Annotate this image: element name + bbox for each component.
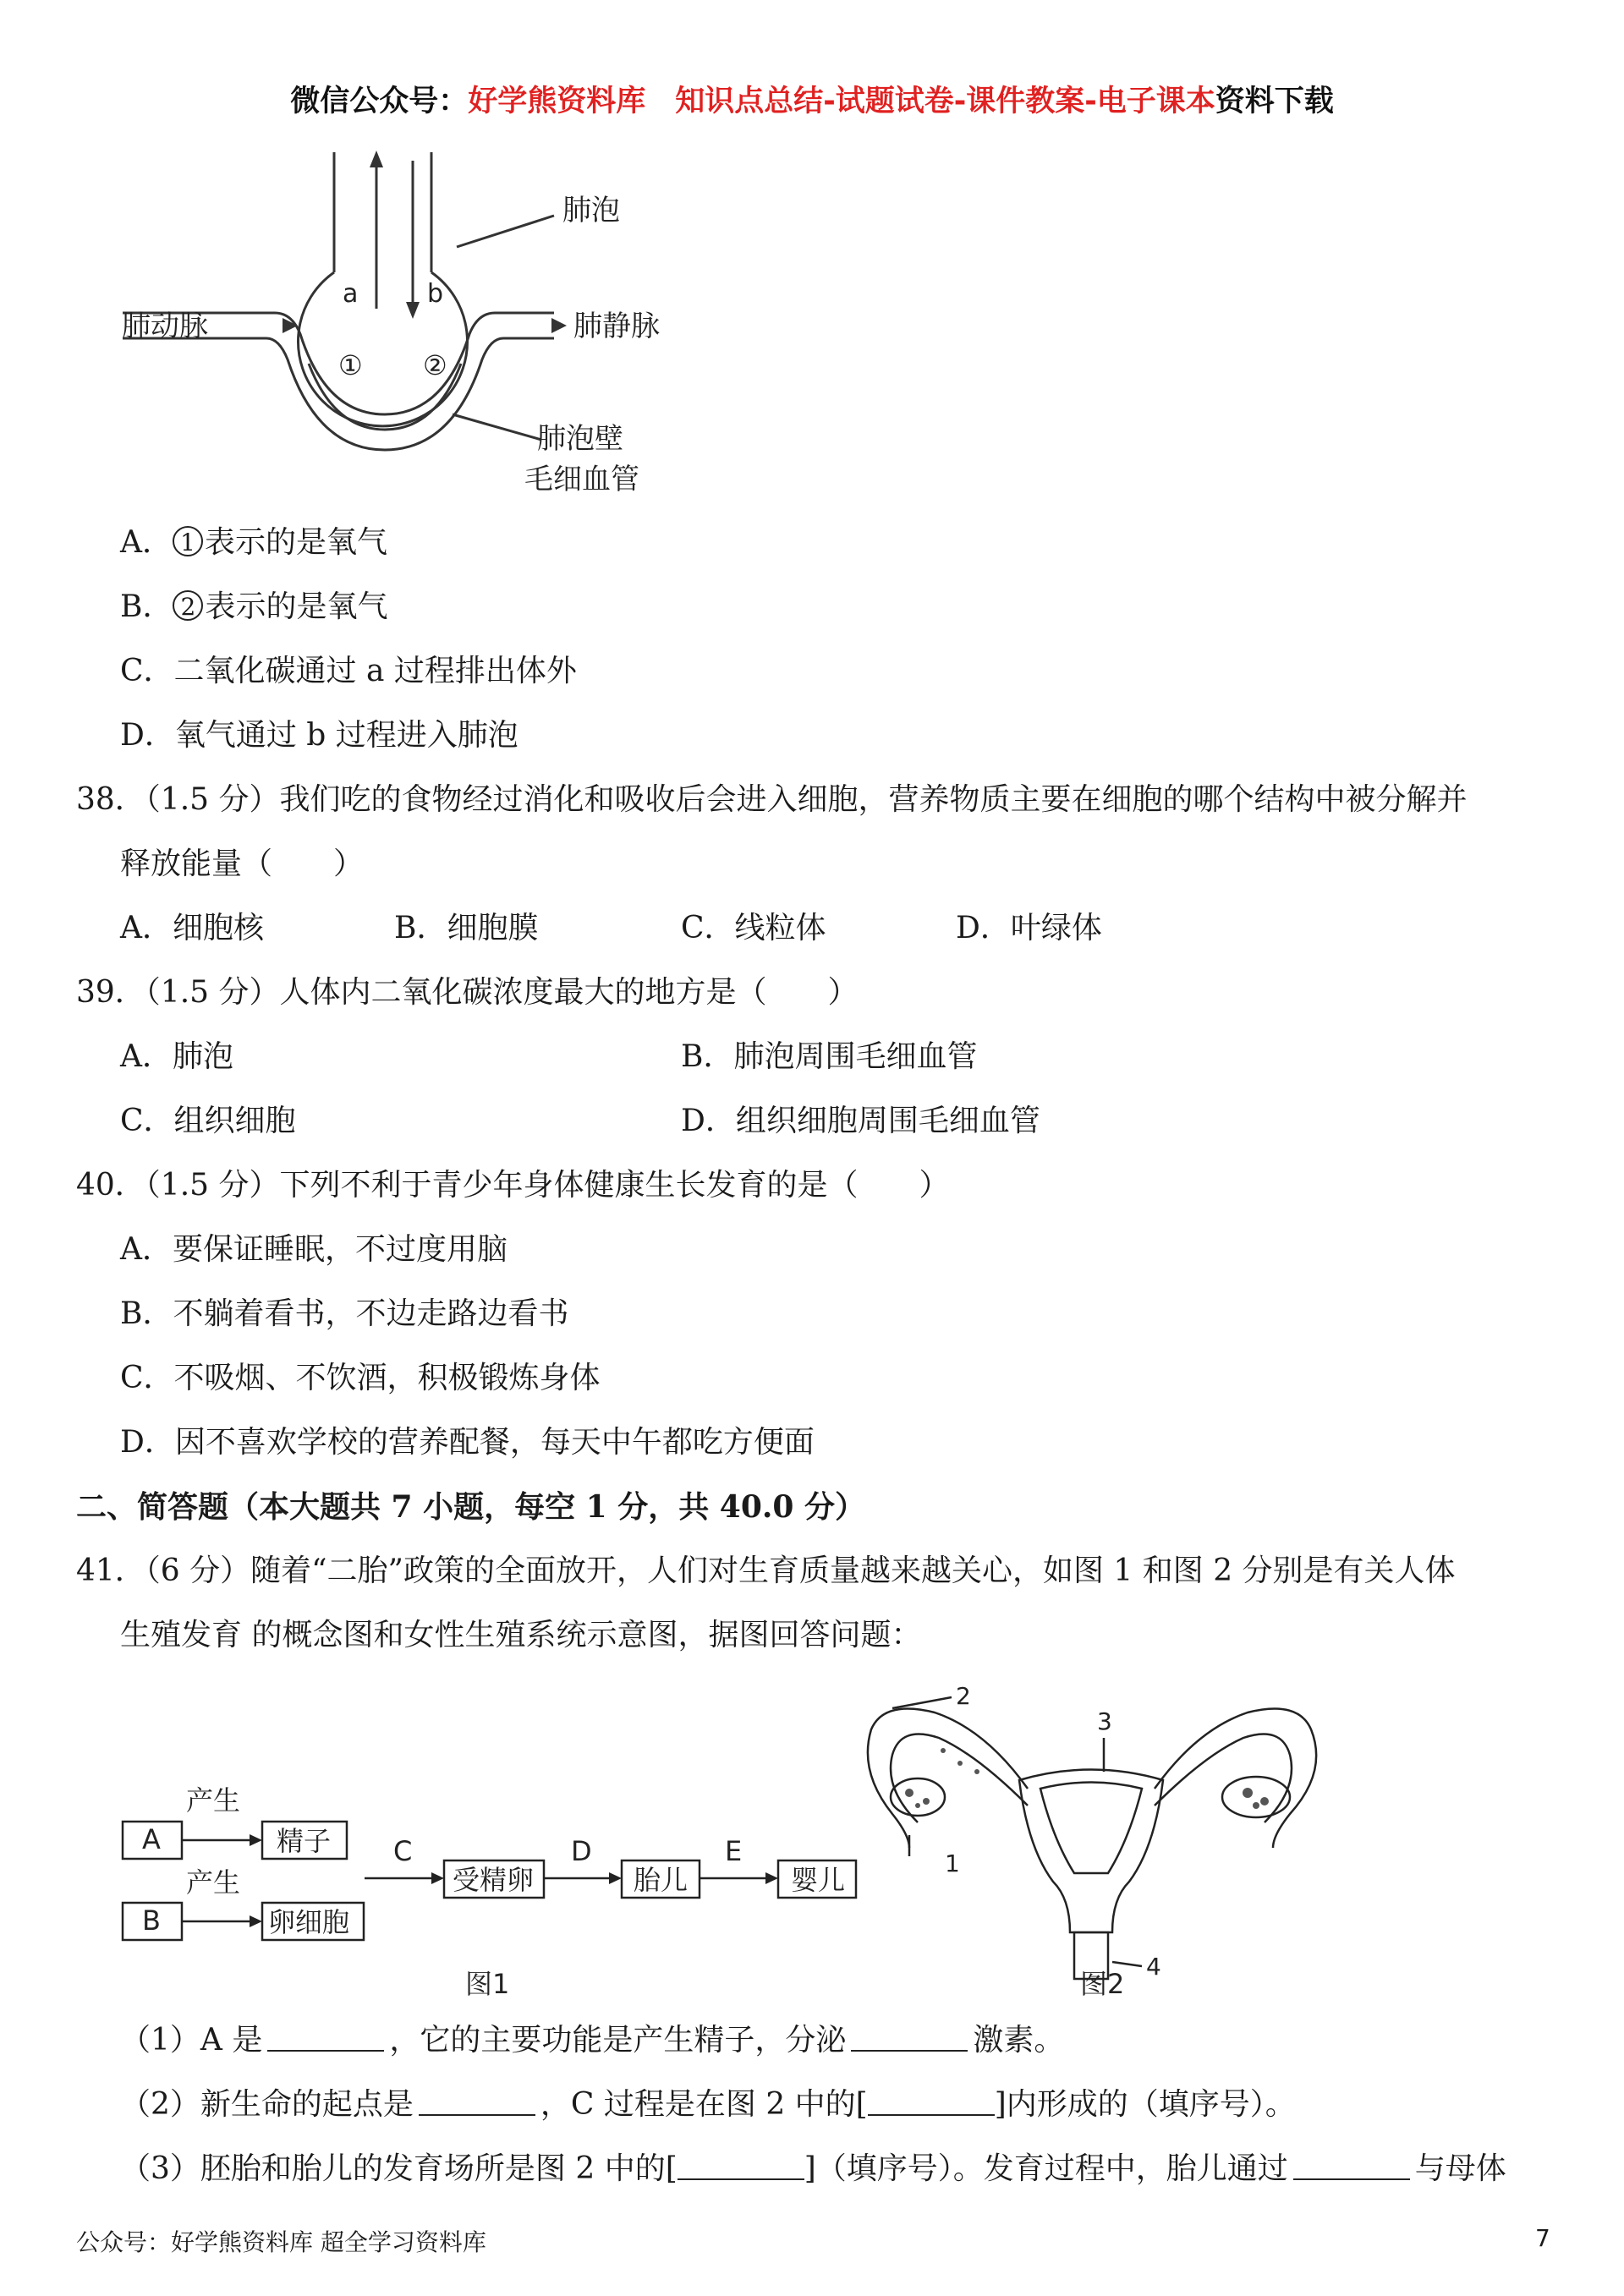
- q38-option-c: C．线粒体: [681, 911, 826, 945]
- q38-stem-line1: 38．（1.5 分）我们吃的食物经过消化和吸收后会进入细胞，营养物质主要在细胞的哪个结构中被分解并: [76, 782, 1468, 817]
- alveolus-diagram: [110, 135, 702, 507]
- q38-option-d: D．叶绿体: [956, 911, 1102, 945]
- q40-stem: 40．（1.5 分）下列不利于青少年身体健康生长发育的是（ ）: [76, 1168, 950, 1203]
- q41-stem-line1: 41．（6 分）随着“二胎”政策的全面放开，人们对生育质量越来越关心，如图 1 和图 2 分别是有关人体: [76, 1553, 1456, 1588]
- fig1-label-d: D: [571, 1835, 592, 1867]
- circle-number-1: 1: [173, 526, 203, 556]
- header-red-text: 好学熊资料库 知识点总结-试题试卷-课件教案-电子课本: [468, 85, 1215, 118]
- fig1-caption: 图1: [465, 1968, 510, 2000]
- label-b: b: [427, 279, 444, 309]
- q37-option-a: A． 1 表示的是氧气: [120, 525, 388, 560]
- answer-blank[interactable]: [267, 2025, 384, 2052]
- fig2-caption: 图2: [1080, 1968, 1125, 2000]
- q41-part-1: （1）A 是 ，它的主要功能是产生精子，分泌 激素。: [120, 2023, 1065, 2058]
- answer-blank[interactable]: [678, 2153, 804, 2180]
- q37-option-c: C．二氧化碳通过 a 过程排出体外: [120, 654, 577, 688]
- label-alveolus: 肺泡: [562, 194, 620, 227]
- q39-option-a: A．肺泡: [120, 1039, 233, 1074]
- circle-number-2: 2: [173, 590, 203, 621]
- label-capillary: 毛细血管: [524, 463, 639, 496]
- q40-option-a: A．要保证睡眠，不过度用脑: [120, 1232, 508, 1267]
- fig1-label-c: C: [393, 1835, 413, 1867]
- q39-option-d: D．组织细胞周围毛细血管: [681, 1104, 1040, 1138]
- q38-option-a: A．细胞核: [120, 911, 264, 945]
- q39-option-b: B．肺泡周围毛细血管: [681, 1039, 978, 1074]
- q41-stem-line2: 生殖发育 的概念图和女性生殖系统示意图，据图回答问题：: [120, 1618, 922, 1652]
- section-2-heading: 二、简答题（本大题共 7 小题，每空 1 分，共 40.0 分）: [76, 1489, 865, 1525]
- header-suffix: 资料下载: [1215, 85, 1334, 118]
- label-circle-2: ②: [423, 349, 447, 381]
- fig2-label-1: 1: [945, 1849, 960, 1877]
- q38-stem-line2: 释放能量（ ）: [120, 847, 365, 881]
- page-number: 7: [1535, 2224, 1550, 2252]
- female-reproductive-system-figure-2: [859, 1679, 1349, 2000]
- fig1-label-baby: 婴儿: [791, 1864, 846, 1896]
- fig1-label-a: A: [142, 1823, 161, 1855]
- q37-option-d: D．氧气通过 b 过程进入肺泡: [120, 718, 518, 753]
- label-pulmonary-artery: 肺动脉: [122, 310, 208, 343]
- header-prefix: 微信公众号：: [290, 85, 469, 118]
- q39-option-c: C．组织细胞: [120, 1104, 296, 1138]
- concept-map-figure-1: [114, 1759, 875, 2004]
- fig1-label-b: B: [142, 1904, 161, 1937]
- answer-blank[interactable]: [868, 2089, 995, 2116]
- q37-option-b: B． 2 表示的是氧气: [120, 589, 388, 624]
- answer-blank[interactable]: [851, 2025, 968, 2052]
- q40-option-c: C．不吸烟、不饮酒，积极锻炼身体: [120, 1361, 601, 1395]
- footer-text: 公众号：好学熊资料库 超全学习资料库: [76, 2228, 486, 2256]
- answer-blank[interactable]: [1293, 2153, 1410, 2180]
- label-a: a: [343, 279, 359, 309]
- label-pulmonary-vein: 肺静脉: [573, 310, 660, 343]
- fig1-label-fetus: 胎儿: [634, 1864, 689, 1896]
- fig1-label-e: E: [725, 1835, 743, 1867]
- label-circle-1: ①: [338, 349, 363, 381]
- fig1-label-produce-2: 产生: [186, 1866, 241, 1899]
- fig1-label-egg: 卵细胞: [268, 1906, 350, 1938]
- q39-stem: 39．（1.5 分）人体内二氧化碳浓度最大的地方是（ ）: [76, 975, 859, 1010]
- fig2-label-3: 3: [1097, 1707, 1112, 1735]
- q41-part-2: （2）新生命的起点是 ，C 过程是在图 2 中的[ ]内形成的（填序号）。: [120, 2087, 1296, 2122]
- page-header: [0, 78, 1624, 120]
- q40-option-b: B．不躺着看书，不边走路边看书: [120, 1296, 569, 1331]
- fig2-label-4: 4: [1146, 1953, 1161, 1981]
- q41-part-3: （3）胚胎和胎儿的发育场所是图 2 中的[ ]（填序号）。发育过程中，胎儿通过 与母体: [120, 2151, 1506, 2186]
- q40-option-d: D．因不喜欢学校的营养配餐，每天中午都吃方便面: [120, 1425, 815, 1460]
- fig1-label-zygote: 受精卵: [453, 1864, 535, 1896]
- label-alveolus-wall: 肺泡壁: [537, 422, 623, 456]
- answer-blank[interactable]: [419, 2089, 535, 2116]
- fig1-label-sperm: 精子: [277, 1825, 332, 1857]
- fig1-label-produce-1: 产生: [186, 1784, 241, 1817]
- fig2-label-2: 2: [956, 1682, 971, 1710]
- q38-option-b: B．细胞膜: [394, 911, 539, 945]
